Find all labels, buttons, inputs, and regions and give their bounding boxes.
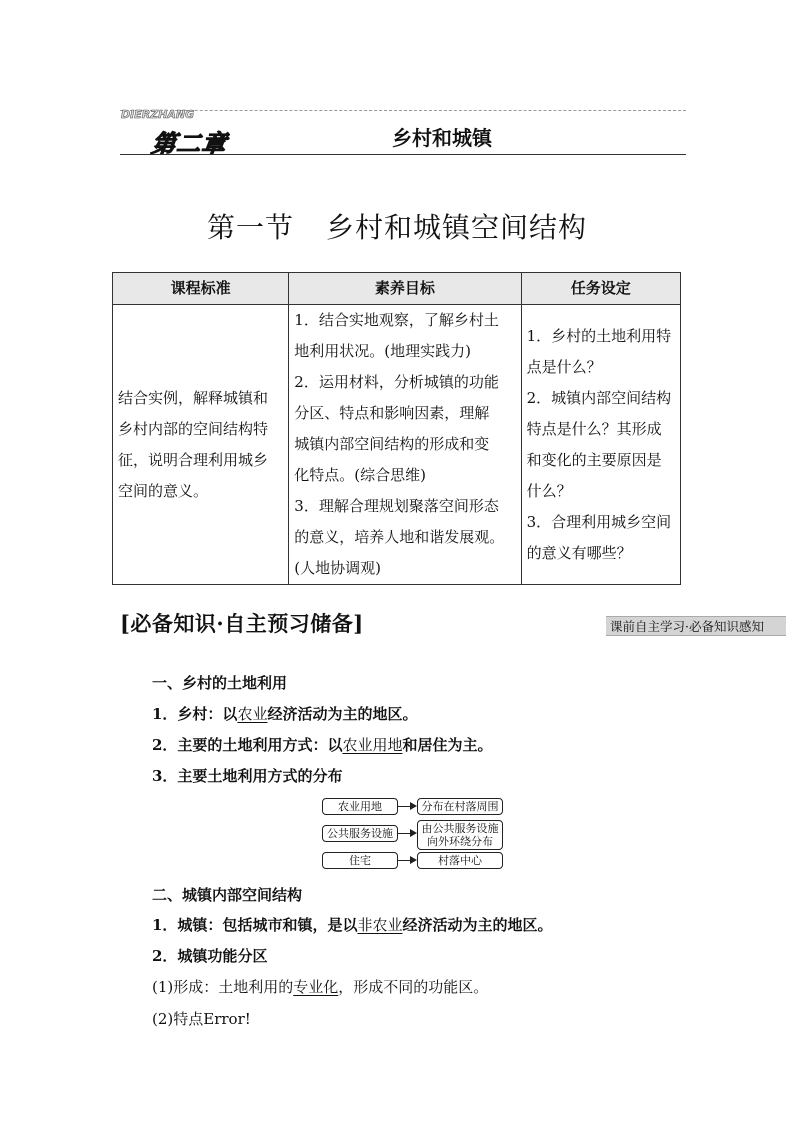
chapter-pinyin: DIERZHANG <box>121 108 195 121</box>
chapter-label: 第二章 <box>149 130 229 158</box>
task-line: 的意义有哪些？ <box>526 543 632 562</box>
standard-cell <box>113 305 289 585</box>
arrowhead-icon <box>410 856 417 864</box>
goal-line: 1．结合实地观察，了解乡村土 <box>294 311 499 329</box>
diagram-box-housing: 住宅 <box>322 852 398 869</box>
header-rule <box>120 154 686 155</box>
table-header: 课程标准 <box>113 273 289 305</box>
goals-cell <box>289 305 521 585</box>
goal-line: 分区、特点和影响因素，理解 <box>294 404 490 422</box>
item-suffix: ，形成不同的功能区。 <box>338 978 489 996</box>
item-prefix: 2．主要的土地利用方式：以 <box>152 736 343 754</box>
arrow-connector <box>398 860 410 861</box>
answer-blank: 非农业 <box>357 916 403 934</box>
arrowhead-icon <box>410 802 417 810</box>
table-header: 任务设定 <box>521 273 680 305</box>
section-tag: 课前自主学习·必备知识感知 <box>606 616 786 636</box>
part1-item3: 3．主要土地利用方式的分布 <box>152 767 343 785</box>
goal-line: (人地协调观) <box>294 559 382 577</box>
part1-heading: 一、乡村的土地利用 <box>152 674 288 692</box>
diagram-box-farmland: 农业用地 <box>322 798 398 815</box>
goal-line: 城镇内部空间结构的形成和变 <box>294 435 490 453</box>
diagram-box-housing-dist: 村落中心 <box>417 852 503 869</box>
standard-line: 征，说明合理利用城乡 <box>118 450 269 469</box>
task-line: 特点是什么？其形成 <box>526 419 662 438</box>
goal-line: 化特点。(综合思维) <box>294 466 427 484</box>
part1-item1 <box>152 703 417 724</box>
goal-line: 3．理解合理规划聚落空间形态 <box>294 497 499 515</box>
item-suffix: 经济活动为主的地区。 <box>267 705 418 723</box>
curriculum-table <box>112 272 681 585</box>
diagram-box-public-service-dist: 由公共服务设施 向外环绕分布 <box>417 820 503 850</box>
diagram-box-farmland-dist: 分布在村落周围 <box>417 798 503 815</box>
section-title <box>0 206 794 246</box>
standard-line: 结合实例，解释城镇和 <box>118 388 269 407</box>
chapter-title: 乡村和城镇 <box>392 126 492 150</box>
part2-item2: 2．城镇功能分区 <box>152 947 268 965</box>
item-prefix: 1．乡村：以 <box>152 705 238 723</box>
table-row <box>113 305 681 585</box>
standard-line: 乡村内部的空间结构特 <box>118 419 269 438</box>
table-header-row <box>113 273 681 305</box>
arrow-connector <box>398 806 410 807</box>
answer-blank: 农业 <box>237 705 268 723</box>
task-line: 点是什么？ <box>526 357 602 376</box>
item-suffix: 经济活动为主的地区。 <box>402 916 553 934</box>
answer-blank: 农业用地 <box>342 736 403 754</box>
goal-line: 的意义，培养人地和谐发展观。 <box>294 528 505 546</box>
tasks-cell <box>521 305 680 585</box>
knowledge-banner: [必备知识·自主预习储备] <box>120 611 364 636</box>
task-line: 和变化的主要原因是 <box>526 450 662 469</box>
answer-blank: 专业化 <box>293 978 339 996</box>
item-suffix: 和居住为主。 <box>402 736 493 754</box>
part2-item1 <box>152 914 552 935</box>
goal-line: 地利用状况。(地理实践力) <box>294 342 472 360</box>
task-line: 3．合理利用城乡空间 <box>526 512 672 531</box>
item-prefix: (1)形成：土地利用的 <box>152 978 294 996</box>
section-name: 乡村和城镇空间结构 <box>326 211 588 244</box>
standard-line: 空间的意义。 <box>118 481 209 500</box>
arrow-connector <box>398 833 410 834</box>
item-prefix: 1．城镇：包括城市和镇，是以 <box>152 916 358 934</box>
table-header: 素养目标 <box>289 273 521 305</box>
part2-item3 <box>152 976 488 997</box>
part2-heading: 二、城镇内部空间结构 <box>152 886 303 904</box>
part2-item4: (2)特点Error! <box>152 1010 251 1028</box>
goal-line: 2．运用材料，分析城镇的功能 <box>294 373 499 391</box>
task-line: 1．乡村的土地利用特 <box>526 326 672 345</box>
diagram-box-public-service: 公共服务设施 <box>322 825 398 842</box>
header-dotted-rule <box>120 110 686 111</box>
arrowhead-icon <box>410 829 417 837</box>
part1-item2 <box>152 734 492 755</box>
section-number: 第一节 <box>206 211 294 244</box>
task-line: 2．城镇内部空间结构 <box>526 388 672 407</box>
task-line: 什么？ <box>526 481 572 500</box>
